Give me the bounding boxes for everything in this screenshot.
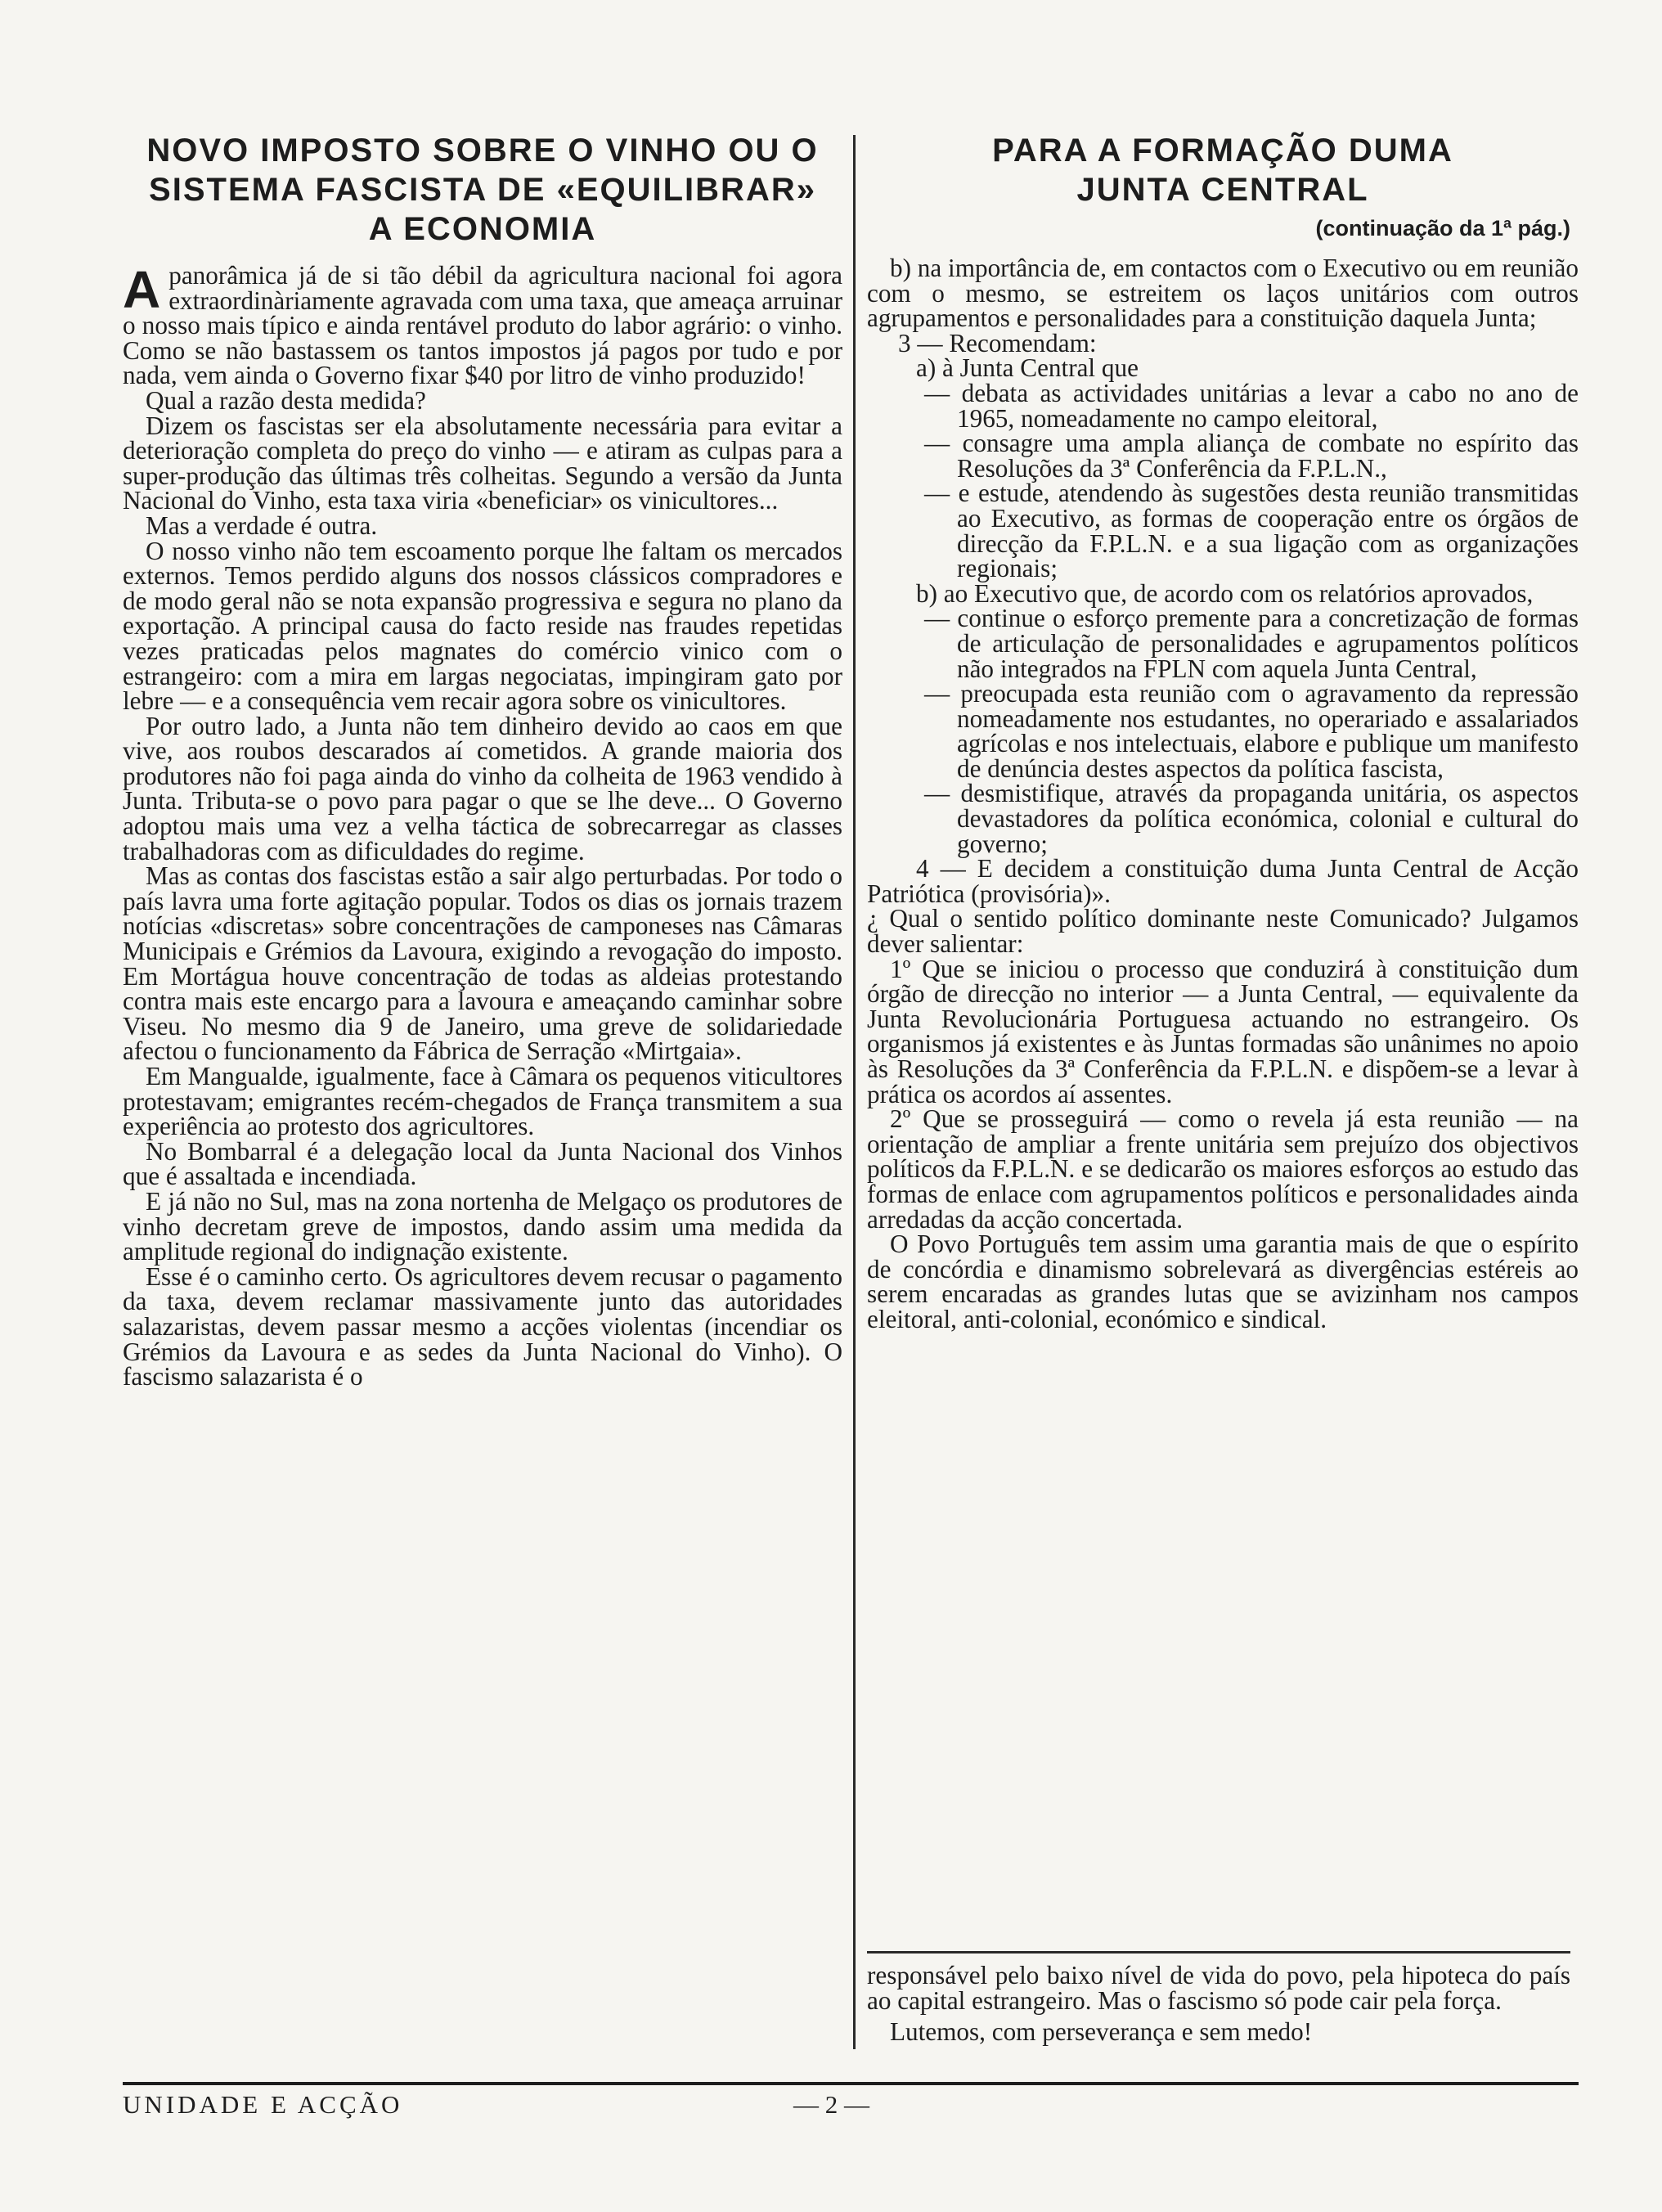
left-paragraph: Qual a razão desta medida? [146, 385, 426, 415]
list-subheading: a) à Junta Central que [916, 353, 1139, 383]
footer-rule [123, 2082, 1579, 2085]
left-headline-line-2: SISTEMA FASCISTA DE «EQUILIBRAR» [149, 172, 816, 208]
left-paragraph: Dizem os fascistas ser ela absolutamente necessária para evitar a deterioração completa do preço do vinho — e atiram as culpas para a super-produção das últimas três colheitas. Segundo a versão da Junta Nacional do Vinho, esta taxa viria «beneficiar» os vinicultores... [123, 411, 842, 515]
left-headline-line-1: NOVO IMPOSTO SOBRE O VINHO OU O [146, 133, 819, 169]
right-headline-line-1: PARA A FORMAÇÃO DUMA [992, 133, 1453, 169]
right-paragraph: 2º Que se prosseguirá — como o revela já esta reunião — na orientação de ampliar a frente unitária sem prejuízo dos objectivos políticos da F.P.L.N. e se dedicarão os maiores esforços ao estudo das formas de enlace com agrupamentos políticos e personalidades ainda arredadas da acção concertada. [867, 1104, 1579, 1234]
continuation-note: (continuação da 1ª pág.) [1315, 216, 1570, 241]
tail-paragraph: responsável pelo baixo nível de vida do povo, pela hipoteca do país ao capital estrangeiro. Mas o fascismo só pode cair pela força. [867, 1961, 1570, 2015]
right-headline-line-2: JUNTA CENTRAL [1076, 172, 1369, 208]
continuation-tail [867, 1963, 1570, 2045]
right-paragraph: 4 — E decidem a constituição duma Junta Central de Acção Patriótica (provisória)». [867, 854, 1579, 908]
left-paragraph: O nosso vinho não tem escoamento porque lhe faltam os mercados externos. Temos perdido alguns dos nossos clássicos compradores e de modo geral não se nota expansão progressiva e segura no plano da exportação. A principal causa do facto reside nas fraudes repetidas vezes praticadas pelos magnates do comércio vinico com o estrangeiro: com a mira em largas negociatas, impingiram gato por lebre — e a consequência vem recair agora sobre os vinicultores. [123, 536, 842, 716]
right-headline [867, 131, 1579, 209]
left-paragraph: Por outro lado, a Junta não tem dinheiro devido ao caos em que vive, aos roubos descarados aí cometidos. A grande maioria dos produtores não foi paga ainda do vinho da colheita de 1963 vendido à Junta. Tributa-se o povo para pagar o que se lhe deve... O Governo adoptou mais uma vez a velha táctica de sobrecarregar as classes trabalhadoras com as dificuldades do regime. [123, 711, 842, 865]
left-paragraph: E já não no Sul, mas na zona nortenha de Melgaço os produtores de vinho decretam greve de impostos, dando assim uma medida da amplitude regional do indignação existente. [123, 1186, 842, 1266]
closing-slogan: Lutemos, com perseverança e sem medo! [890, 2017, 1313, 2047]
right-paragraph: 1º Que se iniciou o processo que conduzirá à constituição dum órgão de direcção no interior — a Junta Central, — equivalente da Junta Revolucionária Portuguesa actuando no estrangeiro. Os organismos já existentes e às Juntas formadas são unânimes no apoio às Resoluções da 3ª Conferência da F.P.L.N. e dispõem-se a levar à prática os acordos aí assentes. [867, 954, 1579, 1108]
list-item: — preocupada esta reunião com o agravamento da repressão nomeadamente nos estudantes, no operariado e assalariados agrícolas e nos intelectuais, elabore e publique um manifesto de denúncia destes aspectos da política fascista, [924, 679, 1579, 783]
right-article [867, 131, 1579, 1333]
section-rule [867, 1951, 1570, 1953]
left-article [123, 131, 842, 1390]
page-number: — 2 — [793, 2090, 869, 2119]
right-paragraph: O Povo Português tem assim uma garantia mais de que o espírito de concórdia e dinamismo sobrelevará as divergências estéreis ao serem encaradas as grandes lutas que se avizinham nos campos eleitoral, anti-colonial, económico e sindical. [867, 1230, 1579, 1333]
left-paragraph: Mas as contas dos fascistas estão a sair algo perturbadas. Por todo o país lavra uma forte agitação popular. Todos os dias os jornais trazem notícias «discretas» sobre concentrações de camponeses nas Câmaras Municipais e Grémios da Lavoura, exigindo a revogação do imposto. Em Mortágua houve concentração de todas as aldeias protestando contra mais este encargo para a lavoura e ameaçando caminhar sobre Viseu. No mesmo dia 9 de Janeiro, uma greve de solidariedade afectou o funcionamento da Fábrica de Serração «Mirtgaia». [123, 861, 842, 1066]
list-item: — consagre uma ampla aliança de combate no espírito das Resoluções da 3ª Conferência da F.P.L.N., [924, 429, 1579, 483]
left-paragraph: No Bombarral é a delegação local da Junta Nacional dos Vinhos que é assaltada e incendiada. [123, 1136, 842, 1191]
list-item: — debata as actividades unitárias a levar a cabo no ano de 1965, nomeadamente no campo eleitoral, [924, 378, 1579, 433]
list-item: — e estude, atendendo às sugestões desta reunião transmitidas ao Executivo, as formas de cooperação entre os órgãos de direcção da F.P.L.N. e a sua ligação com as organizações regionais; [924, 479, 1579, 583]
left-paragraph: Em Mangualde, igualmente, face à Câmara os pequenos viticultores protestavam; emigrantes recém-chegados de França transmitem a sua experiência ao protesto dos agricultores. [123, 1062, 842, 1141]
left-paragraph: Mas a verdade é outra. [146, 510, 378, 540]
left-paragraph: Esse é o caminho certo. Os agricultores devem recusar o pagamento da taxa, devem reclamar massivamente junto das autoridades salazaristas, devem passar mesmo a acções violentas (incendiar os Grémios da Lavoura e as sedes da Junta Nacional do Vinho). O fascismo salazarista é o [123, 1261, 842, 1391]
right-paragraph: b) na importância de, em contactos com o Executivo ou em reunião com o mesmo, se estreitem os laços unitários com outros agrupamentos e personalidades para a constituição daquela Junta; [867, 254, 1579, 333]
right-paragraph: ¿ Qual o sentido político dominante neste Comunicado? Julgamos dever salientar: [867, 904, 1579, 959]
left-paragraph: Apanorâmica já de si tão débil da agricultura nacional foi agora extraordinàriamente agravada com uma taxa, que ameaça arruinar o nosso mais típico e ainda rentável produto do labor agrário: o vinho. Como se não bastassem os tantos impostos já pagos por tudo e por nada, vem ainda o Governo fixar $40 por litro de vinho produzido! [123, 260, 842, 390]
publication-name: UNIDADE E ACÇÃO [123, 2090, 403, 2119]
list-subheading: b) ao Executivo que, de acordo com os relatórios aprovados, [916, 578, 1534, 608]
left-headline [123, 131, 842, 249]
column-divider [853, 135, 856, 2049]
left-headline-line-3: A ECONOMIA [368, 211, 597, 247]
list-heading: 3 — Recomendam: [898, 328, 1097, 357]
list-item: — desmistifique, através da propaganda unitária, os aspectos devastadores da política económica, colonial e cultural do governo; [924, 779, 1579, 858]
list-item: — continue o esforço premente para a concretização de formas de articulação de personalidades e agrupamentos políticos não integrados na FPLN com aquela Junta Central, [924, 604, 1579, 683]
